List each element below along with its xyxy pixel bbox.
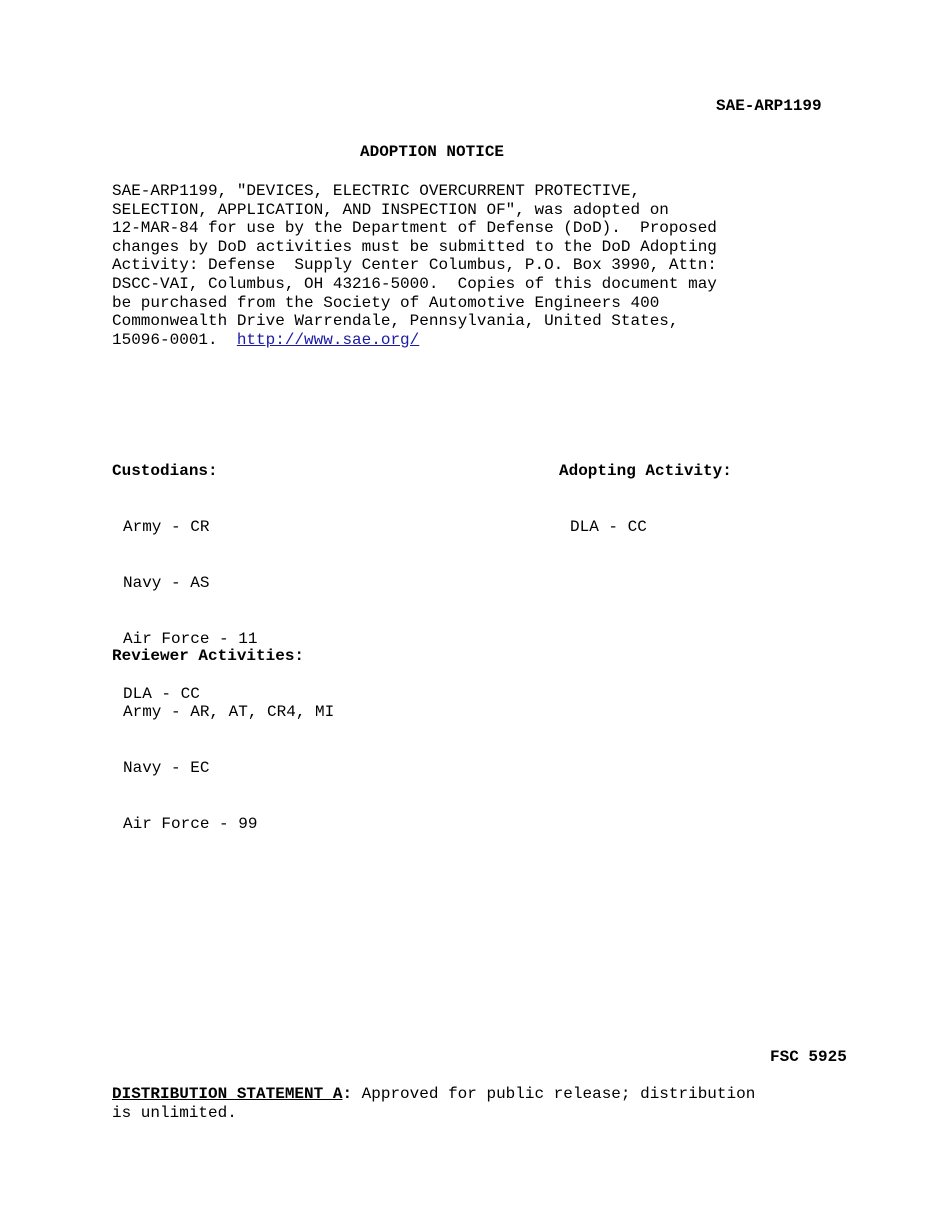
distribution-colon: :	[342, 1085, 353, 1103]
sae-website-link[interactable]: http://www.sae.org/	[236, 330, 420, 349]
distribution-text: is unlimited.	[112, 1103, 237, 1122]
body-line: SELECTION, APPLICATION, AND INSPECTION OF", was adopted on	[112, 200, 669, 219]
reviewer-item: Army - AR, AT, CR4, MI	[123, 702, 335, 721]
distribution-text: Approved for public release; distribution	[352, 1085, 756, 1103]
body-line: SAE-ARP1199, "DEVICES, ELECTRIC OVERCURRENT PROTECTIVE,	[112, 182, 641, 200]
body-line: 12-MAR-84 for use by the Department of Defense (DoD). Proposed	[112, 219, 717, 238]
body-line: changes by DoD activities must be submitted to the DoD Adopting	[112, 237, 717, 256]
adopting-activity-item: DLA - CC	[570, 517, 647, 536]
body-line: 15096-0001.	[112, 330, 237, 349]
custodian-item: Army - CR	[123, 517, 210, 536]
distribution-statement	[112, 1085, 872, 1122]
adopting-activity-heading: Adopting Activity:	[559, 462, 732, 481]
adopting-activity-section	[559, 425, 732, 555]
reviewer-item: Navy - EC	[123, 758, 210, 777]
notice-body	[112, 182, 717, 349]
body-line: be purchased from the Society of Automotive Engineers 400	[112, 293, 660, 312]
reviewer-activities-heading: Reviewer Activities:	[112, 647, 305, 666]
distribution-label: DISTRIBUTION STATEMENT A	[112, 1085, 343, 1103]
reviewer-activities-section	[112, 610, 334, 852]
fsc-code: FSC 5925	[770, 1048, 847, 1066]
document-id: SAE-ARP1199	[716, 97, 822, 115]
body-line: Activity: Defense Supply Center Columbus, P.O. Box 3990, Attn:	[112, 256, 717, 275]
custodian-item: Navy - AS	[123, 573, 210, 592]
custodian-item: Air Force - 11	[123, 629, 258, 648]
custodians-heading: Custodians:	[112, 462, 218, 481]
body-line: Commonwealth Drive Warrendale, Pennsylvania, United States,	[112, 312, 679, 331]
notice-title: ADOPTION NOTICE	[360, 143, 505, 161]
custodian-item: DLA - CC	[123, 685, 200, 704]
body-line: DSCC-VAI, Columbus, OH 43216-5000. Copies of this document may	[112, 274, 717, 293]
reviewer-item: Air Force - 99	[123, 814, 258, 833]
